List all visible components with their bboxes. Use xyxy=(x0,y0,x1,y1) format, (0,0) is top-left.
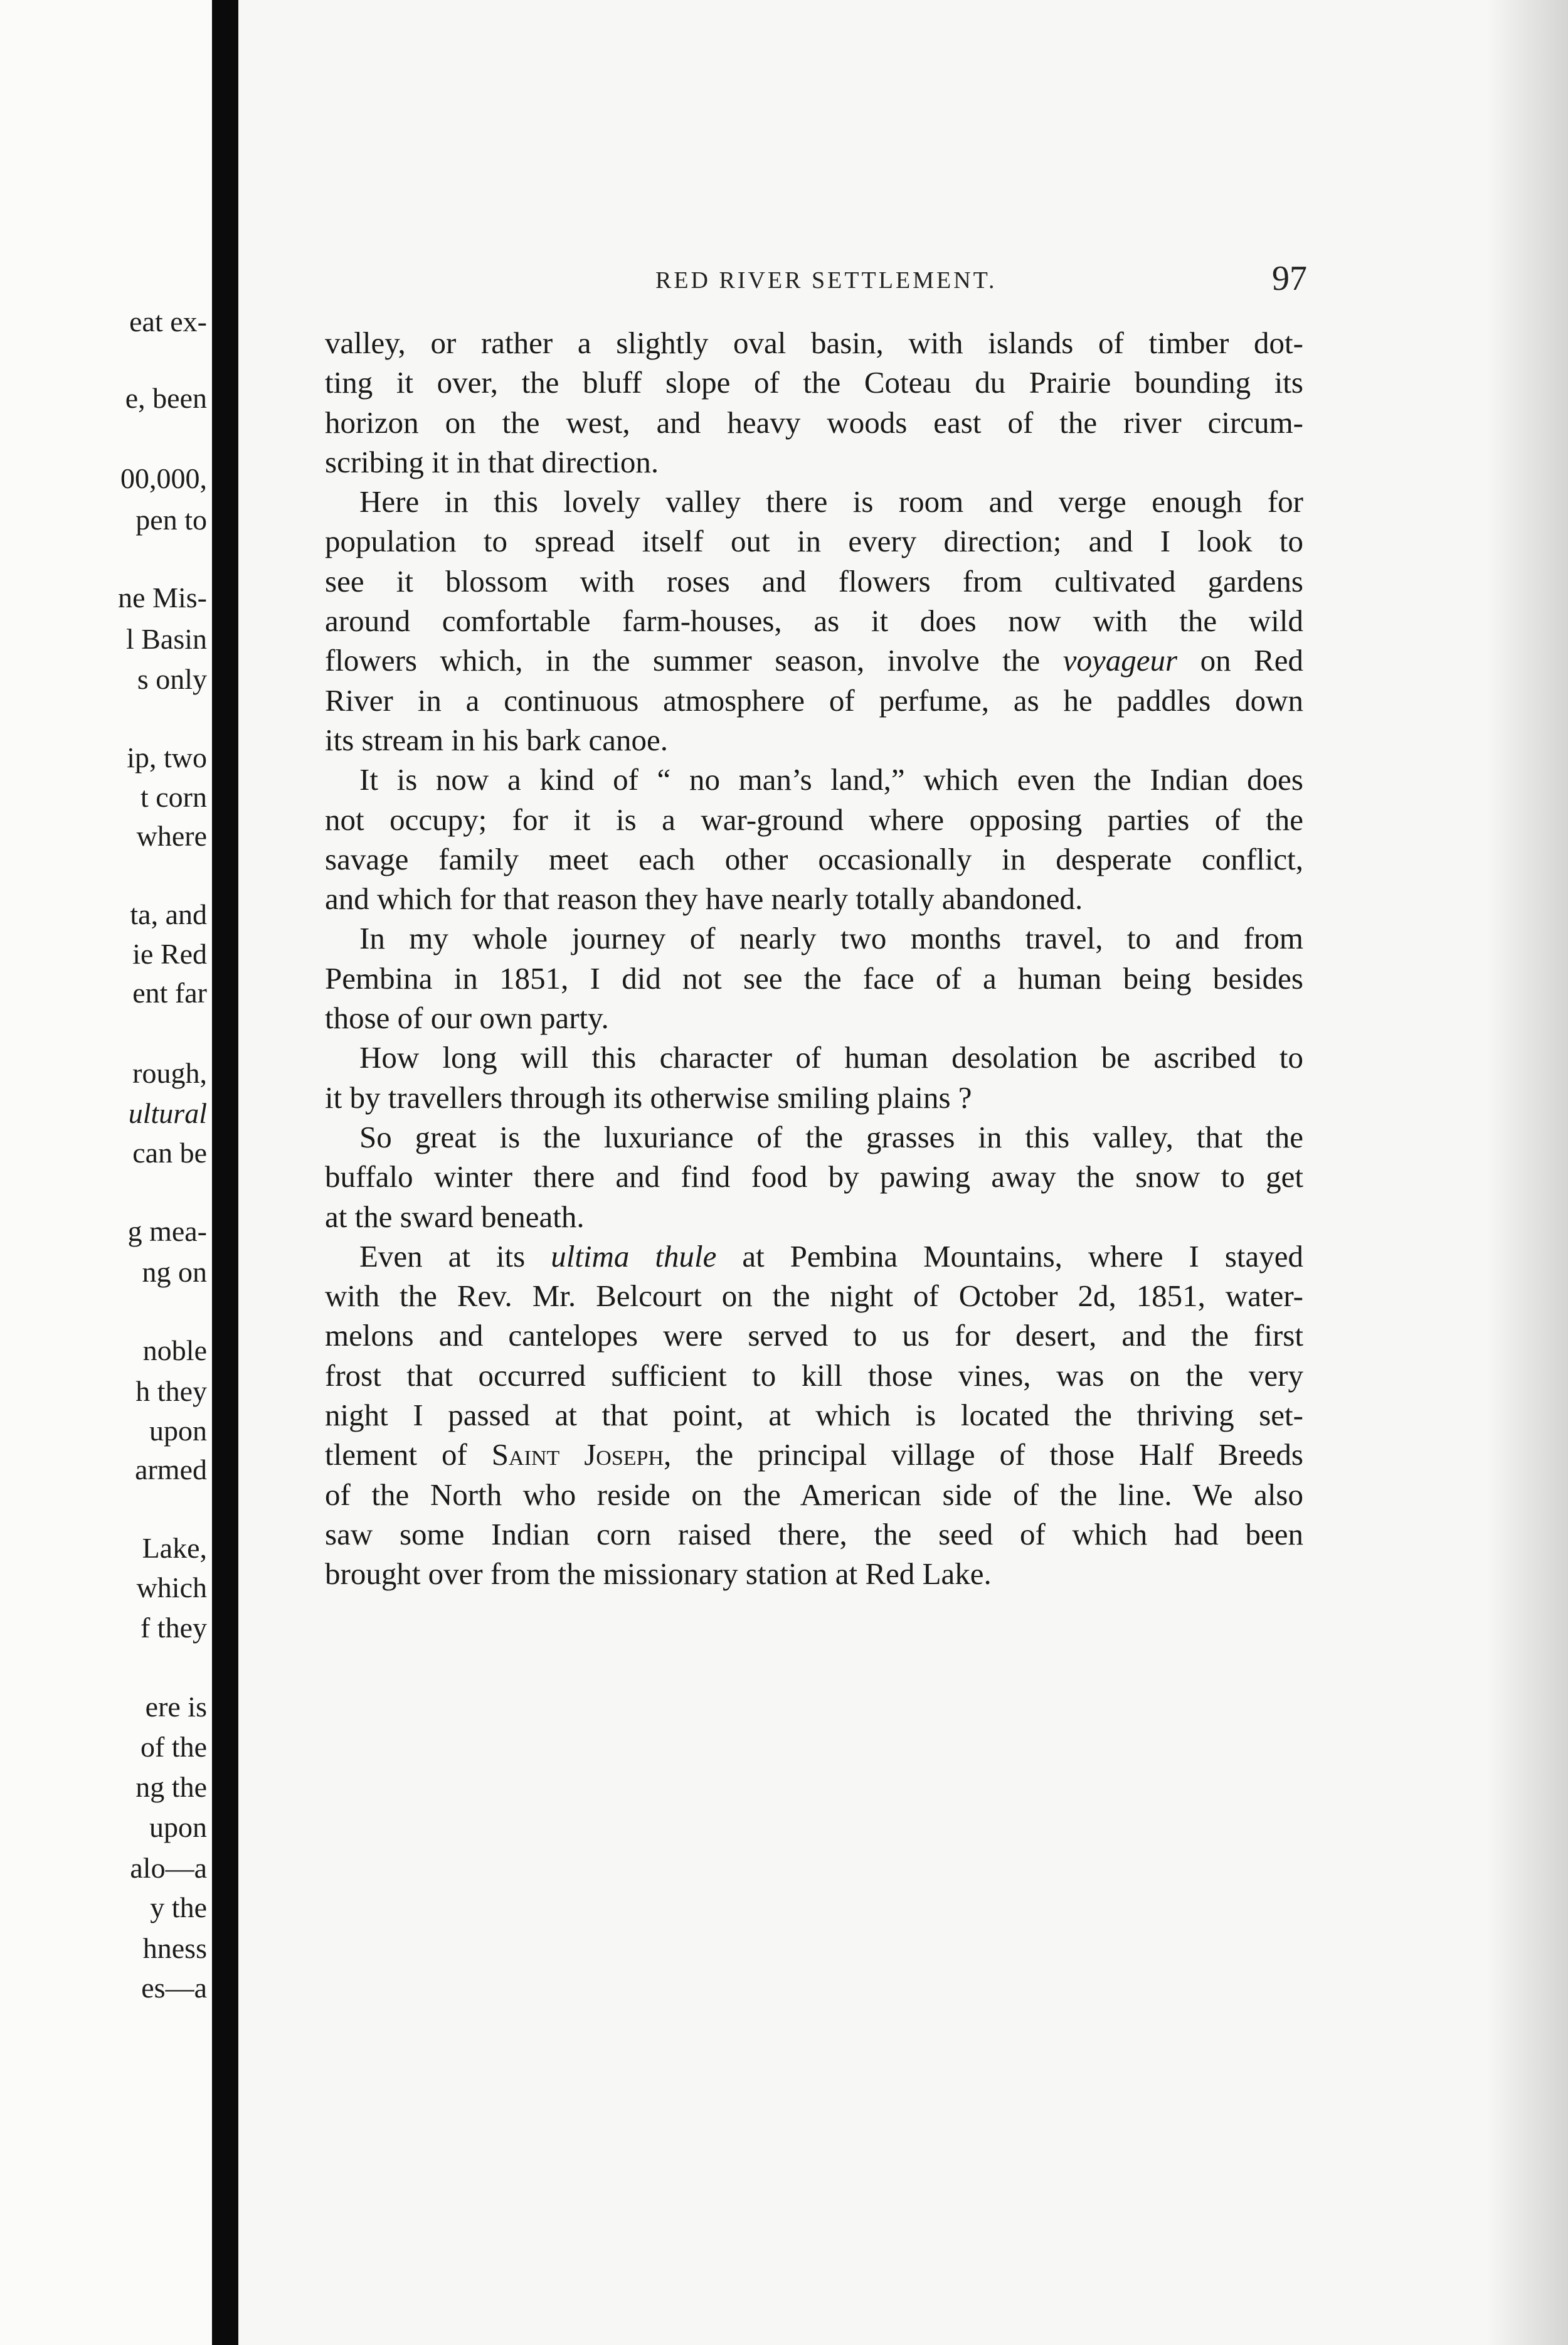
left-page-line: 00,000, xyxy=(120,462,207,494)
text-line: not occupy; for it is a war-ground where opposing parties of the xyxy=(325,802,1303,837)
left-page-line: Lake, xyxy=(142,1532,207,1564)
left-page-line: h they xyxy=(135,1375,207,1407)
text-line: horizon on the west, and heavy woods east of the river circum- xyxy=(325,405,1303,440)
left-page-line: armed xyxy=(135,1454,207,1486)
text-line: scribing it in that direction. xyxy=(325,444,659,479)
left-page-line: ng the xyxy=(135,1771,207,1803)
text-line: those of our own party. xyxy=(325,1001,609,1036)
text-line: River in a continuous atmosphere of perfume, as he paddles down xyxy=(325,683,1303,718)
text-segment: Even at its xyxy=(359,1238,526,1274)
left-page-line: s only xyxy=(137,663,207,695)
text-line: and which for that reason they have nearly totally abandoned. xyxy=(325,881,1083,917)
left-page-line: noble xyxy=(142,1334,207,1366)
text-line: with the Rev. Mr. Belcourt on the night of October 2d, 1851, water- xyxy=(325,1279,1303,1314)
left-page-line: ent far xyxy=(132,977,207,1009)
book-gutter xyxy=(212,0,238,2345)
text-line-mixed xyxy=(325,1236,1303,1276)
left-page-line: rough, xyxy=(132,1057,207,1089)
text-segment: tlement of xyxy=(325,1437,467,1472)
left-page-line: upon xyxy=(149,1811,207,1843)
text-segment: on Red xyxy=(1200,643,1304,678)
text-line: ting it over, the bluff slope of the Coteau du Prairie bounding its xyxy=(325,365,1303,400)
running-head: RED RIVER SETTLEMENT. xyxy=(655,267,997,294)
left-page-line: e, been xyxy=(125,382,207,414)
text-line: brought over from the missionary station at Red Lake. xyxy=(325,1556,992,1592)
left-page-line: t corn xyxy=(140,781,207,813)
text-line: night I passed at that point, at which is located the thriving set- xyxy=(325,1398,1303,1433)
text-line-mixed xyxy=(325,1435,1303,1474)
text-line: So great is the luxuriance of the grasses in this valley, that the xyxy=(359,1119,1303,1154)
text-line: melons and cantelopes were served to us for desert, and the first xyxy=(325,1318,1303,1353)
text-segment: at Pembina Mountains, where I stayed xyxy=(742,1238,1303,1274)
left-page-line: ip, two xyxy=(127,742,207,774)
text-line: it by travellers through its otherwise smiling plains ? xyxy=(325,1080,972,1115)
text-line: population to spread itself out in every direction; and I look to xyxy=(325,524,1303,559)
body-text xyxy=(325,323,1303,1594)
text-segment: flowers which, in the summer season, involve the xyxy=(325,643,1041,678)
left-page-line: ultural xyxy=(128,1097,207,1129)
left-page-line: y the xyxy=(150,1891,207,1923)
left-page-line: l Basin xyxy=(125,623,207,655)
left-page-line: ne Mis- xyxy=(118,582,207,614)
text-line: frost that occurred sufficient to kill those vines, was on the very xyxy=(325,1358,1303,1393)
left-page xyxy=(0,0,212,2345)
left-page-line: ng on xyxy=(142,1256,207,1288)
right-page xyxy=(238,0,1568,2345)
text-line: savage family meet each other occasionally in desperate conflict, xyxy=(325,841,1303,876)
left-page-line: es—a xyxy=(141,1972,207,2004)
text-line: Pembina in 1851, I did not see the face of a human being besides xyxy=(325,960,1303,996)
text-line: saw some Indian corn raised there, the seed of which had been xyxy=(325,1516,1303,1551)
text-line: It is now a kind of “ no man’s land,” which even the Indian does xyxy=(359,762,1303,797)
left-page-line: can be xyxy=(132,1137,207,1169)
page-edge-shadow xyxy=(1486,0,1568,2345)
left-page-line: where xyxy=(136,820,207,852)
left-page-line: eat ex- xyxy=(129,306,207,338)
text-line: How long will this character of human desolation be ascribed to xyxy=(359,1040,1303,1075)
small-caps-name: Saint Joseph xyxy=(491,1437,664,1472)
text-line: around comfortable farm-houses, as it does now with the wild xyxy=(325,604,1303,639)
left-page-line: pen to xyxy=(135,504,207,536)
left-page-line: f they xyxy=(140,1612,207,1644)
left-page-line: hness xyxy=(142,1932,207,1964)
left-page-line: which xyxy=(136,1571,207,1603)
left-page-line: alo—a xyxy=(130,1852,207,1884)
text-line: Here in this lovely valley there is room and verge enough for xyxy=(359,484,1303,519)
text-line: valley, or rather a slightly oval basin, with islands of timber dot- xyxy=(325,326,1303,360)
text-line: buffalo winter there and find food by pawing away the snow to get xyxy=(325,1159,1303,1194)
italic-word: voyageur xyxy=(1062,643,1178,678)
text-segment: , the principal village of those Half Breeds xyxy=(664,1437,1303,1472)
text-line: at the sward beneath. xyxy=(325,1199,585,1234)
text-line-mixed xyxy=(325,641,1303,680)
left-page-line: ie Red xyxy=(132,938,207,970)
page-number: 97 xyxy=(1272,259,1307,298)
text-line: its stream in his bark canoe. xyxy=(325,722,669,757)
text-line: In my whole journey of nearly two months travel, to and from xyxy=(359,921,1303,956)
text-line: see it blossom with roses and flowers from cultivated gardens xyxy=(325,563,1303,598)
left-page-line: ta, and xyxy=(130,898,207,930)
left-page-line: ere is xyxy=(145,1691,207,1723)
italic-phrase: ultima thule xyxy=(551,1238,717,1274)
left-page-line: of the xyxy=(140,1731,207,1763)
left-page-line: upon xyxy=(149,1415,207,1447)
text-line: of the North who reside on the American side of the line. We also xyxy=(325,1477,1303,1512)
left-page-line: g mea- xyxy=(127,1215,207,1247)
